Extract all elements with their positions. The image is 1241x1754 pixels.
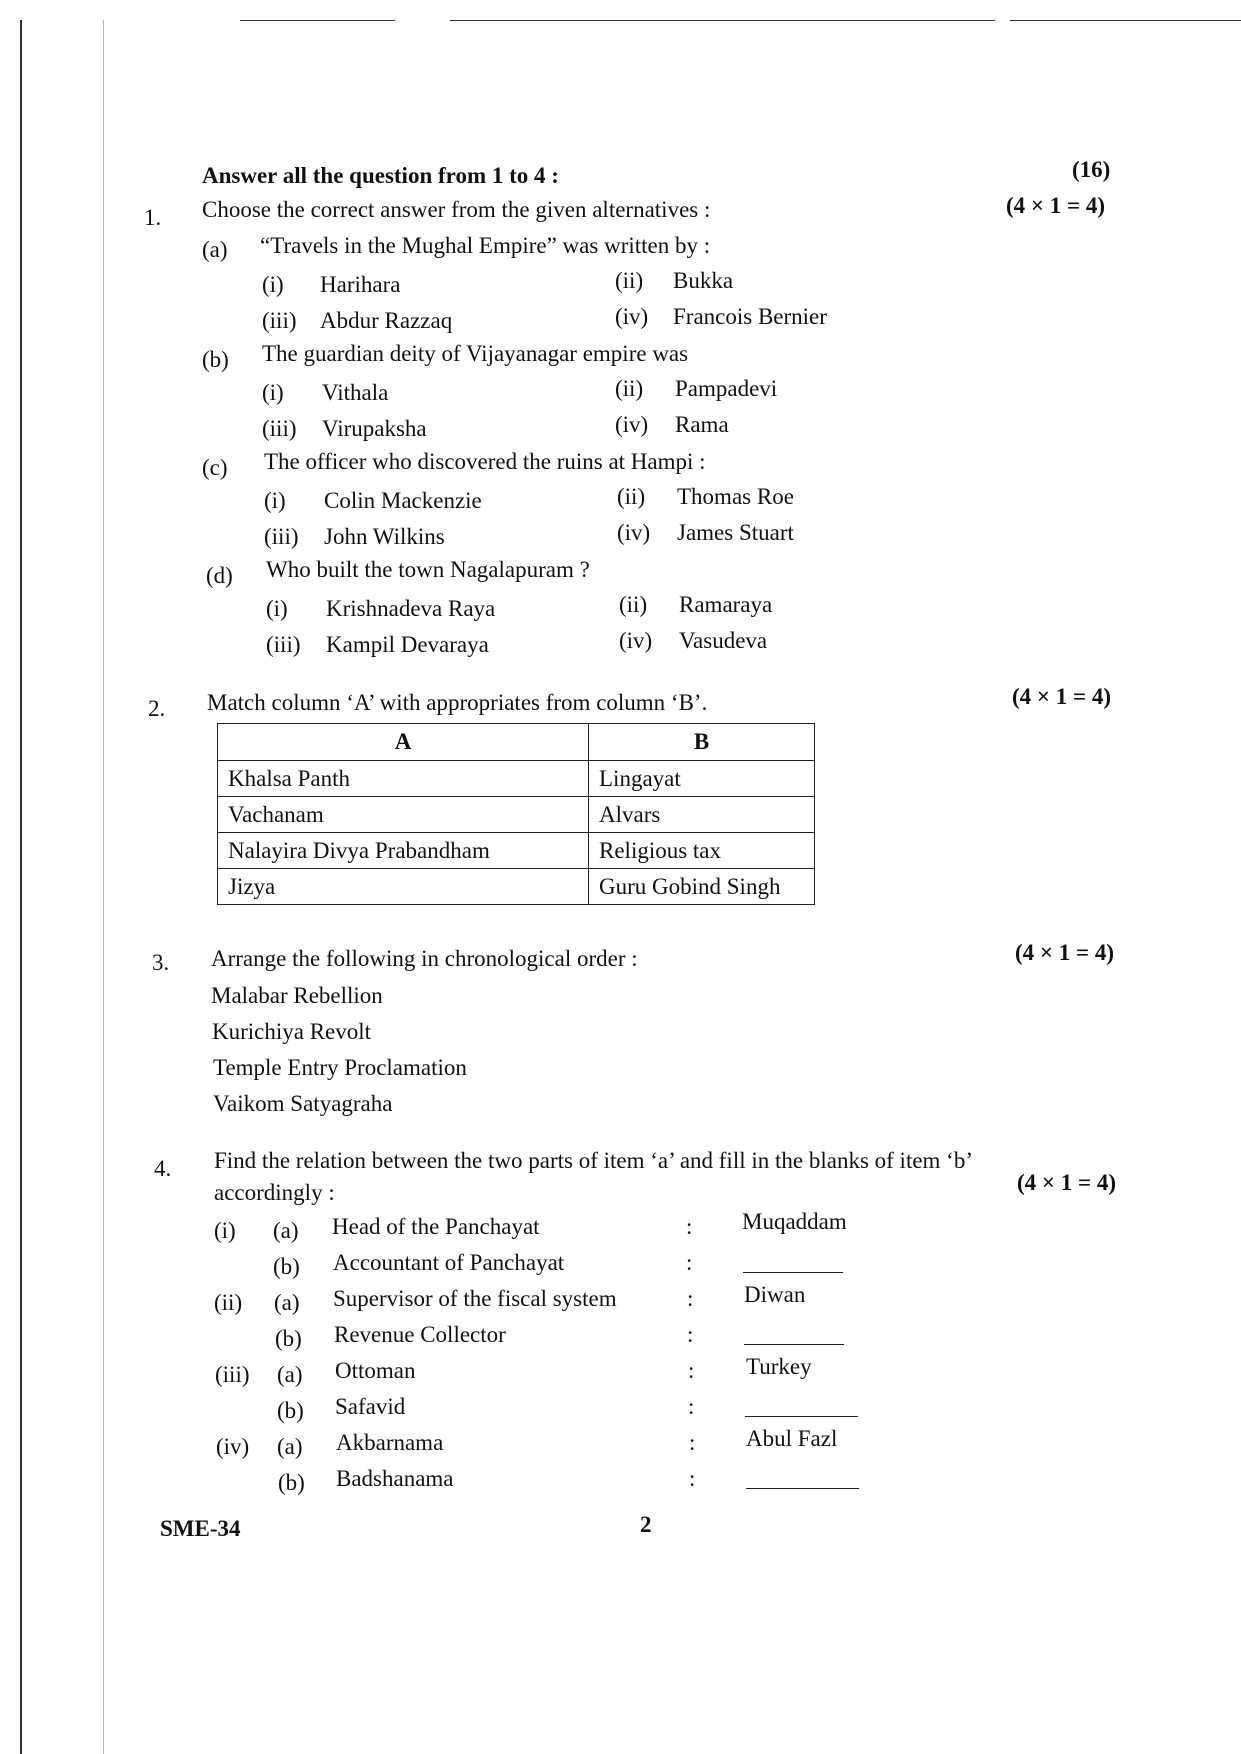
- question-text-line2: accordingly :: [214, 1180, 335, 1205]
- colon: :: [686, 1250, 693, 1275]
- option-text: Ramaraya: [679, 592, 773, 617]
- option-label: (i): [262, 380, 284, 405]
- option-text: Vithala: [322, 380, 389, 405]
- option-text: Thomas Roe: [677, 484, 794, 509]
- colon: :: [687, 1286, 694, 1311]
- scan-edge-left: [20, 20, 22, 1754]
- question-marks: (4 × 1 = 4): [1015, 940, 1115, 965]
- colon: :: [688, 1394, 695, 1419]
- item-a-text: Akbarnama: [336, 1430, 444, 1455]
- column-a-cell: Nalayira Divya Prabandham: [218, 833, 589, 869]
- option-text: Kampil Devaraya: [326, 632, 489, 657]
- option-label: (ii): [617, 484, 646, 509]
- column-b-cell: Lingayat: [589, 761, 815, 797]
- table-row: [218, 797, 815, 833]
- order-item: Temple Entry Proclamation: [213, 1055, 467, 1080]
- total-marks: (16): [1072, 157, 1111, 182]
- question-number: 1.: [144, 205, 162, 230]
- scan-edge-top: [240, 20, 395, 21]
- option-label: (i): [264, 488, 286, 513]
- item-b-text: Revenue Collector: [334, 1322, 506, 1347]
- option-label: (iv): [617, 520, 651, 545]
- group-label: (iv): [216, 1434, 250, 1459]
- option-label: (iv): [619, 628, 653, 653]
- item-b-label: (b): [278, 1470, 305, 1495]
- answer-blank: [743, 1272, 843, 1273]
- table-row: [218, 869, 815, 905]
- item-b-label: (b): [273, 1254, 300, 1279]
- item-a-label: (a): [277, 1434, 303, 1459]
- colon: :: [689, 1466, 696, 1491]
- option-label: (iii): [262, 308, 297, 333]
- order-item: Kurichiya Revolt: [212, 1019, 372, 1044]
- part-text: Who built the town Nagalapuram ?: [266, 557, 590, 582]
- item-b-label: (b): [277, 1398, 304, 1423]
- column-b-cell: Guru Gobind Singh: [589, 869, 815, 905]
- option-text: John Wilkins: [324, 524, 445, 549]
- item-a-label: (a): [277, 1362, 303, 1387]
- option-text: Virupaksha: [322, 416, 427, 441]
- instruction-heading: Answer all the question from 1 to 4 :: [202, 163, 559, 188]
- part-label: (c): [202, 455, 228, 480]
- match-table: [217, 723, 815, 905]
- item-a-text: Supervisor of the fiscal system: [333, 1286, 617, 1311]
- table-row: [218, 761, 815, 797]
- item-a-label: (a): [274, 1290, 300, 1315]
- part-text: The guardian deity of Vijayanagar empire was: [262, 341, 689, 366]
- question-marks: (4 × 1 = 4): [1006, 193, 1106, 218]
- table-header-row: [218, 724, 815, 761]
- option-text: Bukka: [673, 268, 734, 293]
- colon: :: [686, 1214, 693, 1239]
- order-item: Malabar Rebellion: [211, 983, 383, 1008]
- question-marks: (4 × 1 = 4): [1017, 1170, 1117, 1195]
- table-row: [218, 833, 815, 869]
- item-a-answer: Muqaddam: [742, 1209, 847, 1234]
- item-a-answer: Turkey: [746, 1354, 812, 1379]
- question-marks: (4 × 1 = 4): [1012, 684, 1112, 709]
- question-text: Arrange the following in chronological order :: [211, 946, 638, 971]
- option-text: Vasudeva: [679, 628, 768, 653]
- item-b-text: Safavid: [335, 1394, 406, 1419]
- part-label: (d): [206, 563, 233, 588]
- answer-blank: [745, 1416, 858, 1417]
- option-label: (iv): [615, 412, 649, 437]
- option-label: (ii): [615, 376, 644, 401]
- question-text: Match column ‘A’ with appropriates from column ‘B’.: [207, 690, 708, 715]
- option-text: Pampadevi: [675, 376, 778, 401]
- option-label: (iii): [264, 524, 299, 549]
- group-label: (ii): [214, 1290, 243, 1315]
- option-label: (iii): [266, 632, 301, 657]
- option-label: (iv): [615, 304, 649, 329]
- option-label: (iii): [262, 416, 297, 441]
- option-label: (i): [262, 272, 284, 297]
- column-b-header: B: [589, 724, 815, 761]
- column-a-cell: Jizya: [218, 869, 589, 905]
- question-number: 2.: [148, 696, 166, 721]
- column-b-cell: Alvars: [589, 797, 815, 833]
- item-b-text: Badshanama: [336, 1466, 454, 1491]
- paper-code: SME-34: [160, 1516, 241, 1541]
- group-label: (iii): [215, 1362, 250, 1387]
- scan-edge-top: [1010, 20, 1241, 21]
- scan-margin-line: [103, 20, 104, 1754]
- option-text: Harihara: [320, 272, 401, 297]
- item-a-answer: Diwan: [744, 1282, 806, 1307]
- column-a-header: A: [218, 724, 589, 761]
- answer-blank: [746, 1488, 859, 1489]
- part-label: (b): [202, 347, 229, 372]
- column-a-cell: Vachanam: [218, 797, 589, 833]
- order-item: Vaikom Satyagraha: [213, 1091, 393, 1116]
- option-text: Abdur Razzaq: [320, 308, 453, 333]
- item-a-label: (a): [273, 1218, 299, 1243]
- question-text: Choose the correct answer from the given alternatives :: [202, 197, 711, 222]
- part-label: (a): [202, 237, 228, 262]
- question-number: 3.: [152, 950, 170, 975]
- item-a-text: Head of the Panchayat: [332, 1214, 540, 1239]
- question-text-line1: Find the relation between the two parts of item ‘a’ and fill in the blanks of item ‘b’: [214, 1148, 973, 1173]
- question-number: 4.: [154, 1156, 172, 1181]
- colon: :: [688, 1358, 695, 1383]
- page-number: 2: [640, 1512, 652, 1537]
- part-text: The officer who discovered the ruins at Hampi :: [264, 449, 706, 474]
- option-text: James Stuart: [677, 520, 794, 545]
- option-label: (i): [266, 596, 288, 621]
- column-a-cell: Khalsa Panth: [218, 761, 589, 797]
- answer-blank: [744, 1344, 844, 1345]
- item-a-answer: Abul Fazl: [746, 1426, 838, 1451]
- option-text: Rama: [675, 412, 729, 437]
- item-a-text: Ottoman: [335, 1358, 416, 1383]
- option-label: (ii): [619, 592, 648, 617]
- item-b-label: (b): [275, 1326, 302, 1351]
- option-text: Krishnadeva Raya: [326, 596, 496, 621]
- column-b-cell: Religious tax: [589, 833, 815, 869]
- item-b-text: Accountant of Panchayat: [333, 1250, 565, 1275]
- option-text: Colin Mackenzie: [324, 488, 482, 513]
- option-label: (ii): [615, 268, 644, 293]
- option-text: Francois Bernier: [673, 304, 827, 329]
- colon: :: [689, 1430, 696, 1455]
- group-label: (i): [214, 1218, 236, 1243]
- scan-edge-top: [450, 20, 995, 21]
- part-text: “Travels in the Mughal Empire” was written by :: [260, 233, 711, 258]
- colon: :: [687, 1322, 694, 1347]
